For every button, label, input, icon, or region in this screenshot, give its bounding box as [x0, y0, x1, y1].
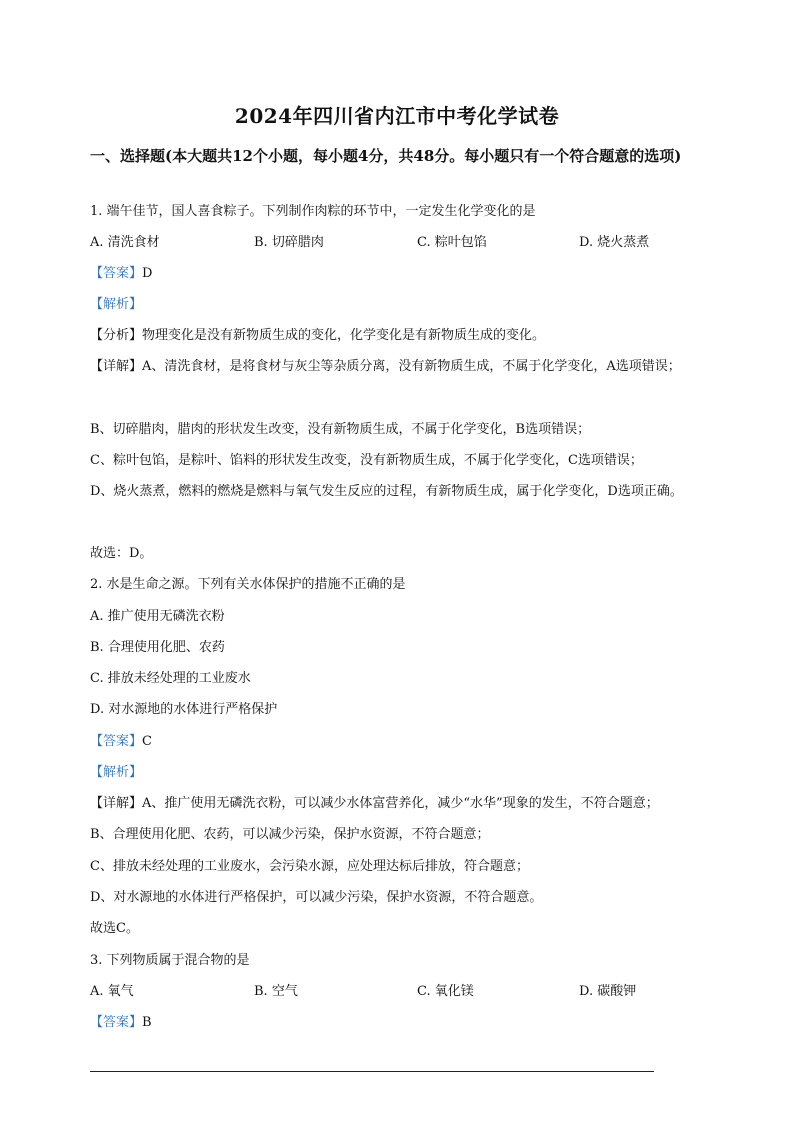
q2-stem: 2. 水是生命之源。下列有关水体保护的措施不正确的是: [90, 577, 406, 592]
q1-answer: [90, 265, 720, 283]
q1-detail-b: B、切碎腊肉，腊肉的形状发生改变，没有新物质生成，不属于化学变化，B选项错误；: [90, 422, 591, 437]
q3-stem: 3. 下列物质属于混合物的是: [90, 953, 250, 968]
page-title: 2024年四川省内江市中考化学试卷: [234, 104, 560, 128]
q2-detail-d: D、对水源地的水体进行严格保护，可以减少污染，保护水资源，不符合题意。: [90, 890, 543, 905]
q2-detail-c: C、排放未经处理的工业废水，会污染水源，应处理达标后排放，符合题意；: [90, 859, 529, 874]
q1-fenxi: [90, 327, 720, 345]
analysis-tag: 【解析】: [90, 297, 143, 312]
q2-detail-a-text: A、推广使用无磷洗衣粉，可以减少水体富营养化，减少“水华”现象的发生，不符合题意；: [142, 796, 659, 811]
q2-option-c: C. 排放未经处理的工业废水: [90, 671, 251, 686]
section-heading: 一、选择题(本大题共12个小题，每小题4分，共48分。每小题只有一个符合题意的选项): [90, 147, 682, 165]
q1-detail-a: [90, 351, 706, 382]
q1-analysis-heading: [90, 296, 720, 314]
q1-option-a: A. 清洗食材: [90, 235, 160, 250]
q2-answer-value: C: [142, 734, 152, 749]
q1-option-c: C. 粽叶包馅: [417, 235, 487, 250]
q3-answer-value: B: [142, 1015, 152, 1030]
q1-answer-value: D: [142, 266, 153, 281]
answer-tag: 【答案】: [90, 1015, 143, 1030]
q2-option-a: A. 推广使用无磷洗衣粉: [90, 609, 225, 624]
q2-option-b: B. 合理使用化肥、农药: [90, 640, 225, 655]
q2-answer: [90, 733, 720, 751]
q1-conclusion: 故选：D。: [90, 546, 153, 561]
q1-option-b: B. 切碎腊肉: [254, 235, 324, 250]
detail-tag: 【详解】: [90, 796, 143, 811]
q1-stem: 1. 端午佳节，国人喜食粽子。下列制作肉粽的环节中，一定发生化学变化的是: [90, 204, 536, 219]
detail-tag: 【详解】: [90, 359, 143, 374]
fenxi-tag: 【分析】: [90, 328, 143, 343]
q1-detail-c: C、粽叶包馅，是粽叶、馅料的形状发生改变，没有新物质生成，不属于化学变化，C选项错误；: [90, 453, 643, 468]
q2-detail-a: [90, 795, 720, 813]
q2-option-d: D. 对水源地的水体进行严格保护: [90, 702, 278, 717]
analysis-tag: 【解析】: [90, 765, 143, 780]
q1-detail-d: D、烧火蒸煮，燃料的燃烧是燃料与氧气发生反应的过程，有新物质生成，属于化学变化，D选项正确。: [90, 484, 683, 499]
answer-tag: 【答案】: [90, 266, 143, 281]
q1-detail-a-text: A、清洗食材，是将食材与灰尘等杂质分离，没有新物质生成，不属于化学变化，A选项错误；: [142, 359, 681, 374]
footer-divider: [90, 1071, 654, 1072]
q3-option-b: B. 空气: [254, 984, 298, 999]
q3-option-a: A. 氧气: [90, 984, 134, 999]
q2-detail-b: B、合理使用化肥、农药，可以减少污染，保护水资源，不符合题意；: [90, 827, 490, 842]
q3-option-d: D. 碳酸钾: [579, 984, 637, 999]
q2-analysis-heading: [90, 764, 720, 782]
q1-option-d: D. 烧火蒸煮: [579, 235, 650, 250]
q1-fenxi-text: 物理变化是没有新物质生成的变化，化学变化是有新物质生成的变化。: [142, 328, 546, 343]
q2-conclusion: 故选C。: [90, 921, 139, 936]
answer-tag: 【答案】: [90, 734, 143, 749]
q3-option-c: C. 氧化镁: [417, 984, 474, 999]
q3-answer: [90, 1014, 720, 1032]
